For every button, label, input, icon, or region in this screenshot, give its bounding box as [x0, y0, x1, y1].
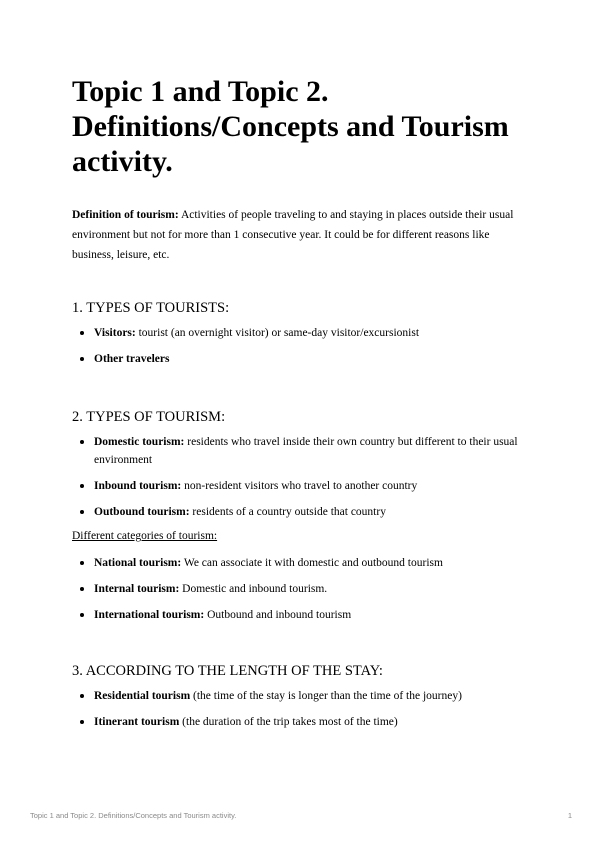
item-text: residents of a country outside that country [192, 506, 386, 518]
definition-text: Activities of people traveling to and staying in places outside their usual environment but not for more than 1 consecutive year. It could be for different reasons like business, leisure, etc. [72, 209, 514, 261]
item-term: Inbound tourism: [94, 480, 182, 492]
list-item [72, 477, 528, 495]
item-term: Itinerant tourism [94, 716, 180, 728]
list-item [72, 580, 528, 598]
item-term: International tourism: [94, 609, 205, 621]
footer-title: Topic 1 and Topic 2. Definitions/Concepts and Tourism activity. [30, 811, 237, 820]
item-text: (the time of the stay is longer than the time of the journey) [193, 690, 462, 702]
item-term: Domestic tourism: [94, 436, 185, 448]
item-term: Other travelers [94, 353, 170, 365]
item-term: Residential tourism [94, 690, 191, 702]
section-heading-types-of-tourists: 1. TYPES OF TOURISTS: [72, 300, 230, 316]
item-text: We can associate it with domestic and outbound tourism [183, 557, 443, 569]
item-text: (the duration of the trip takes most of the time) [182, 716, 398, 728]
categories-subheading: Different categories of tourism: [72, 530, 218, 542]
section-heading-length-of-stay: 3. ACCORDING TO THE LENGTH OF THE STAY: [72, 663, 383, 679]
list-item [72, 324, 528, 342]
item-text: Outbound and inbound tourism [207, 609, 352, 621]
tourism-categories-list [72, 554, 528, 632]
section-heading-types-of-tourism: 2. TYPES OF TOURISM: [72, 409, 226, 425]
stay-length-list [72, 687, 528, 739]
page-title: Topic 1 and Topic 2. Definitions/Concepts and Tourism activity. [72, 75, 509, 178]
item-text: Domestic and inbound tourism. [182, 583, 328, 595]
list-item [72, 350, 528, 368]
tourism-types-list [72, 433, 528, 529]
list-item [72, 687, 528, 705]
definition-paragraph [72, 205, 528, 265]
definition-term: Definition of tourism: [72, 209, 179, 221]
footer-page-number: 1 [567, 811, 572, 820]
tourist-types-list [72, 324, 528, 376]
item-term: National tourism: [94, 557, 182, 569]
item-term: Outbound tourism: [94, 506, 190, 518]
list-item [72, 554, 528, 572]
list-item [72, 433, 528, 469]
list-item [72, 503, 528, 521]
item-term: Visitors: [94, 327, 136, 339]
item-text: tourist (an overnight visitor) or same-day visitor/excursionist [138, 327, 420, 339]
list-item [72, 713, 528, 731]
item-term: Internal tourism: [94, 583, 180, 595]
item-text: residents who travel inside their own country but different to their usual environment [94, 436, 518, 466]
list-item [72, 606, 528, 624]
item-text: non-resident visitors who travel to another country [184, 480, 418, 492]
